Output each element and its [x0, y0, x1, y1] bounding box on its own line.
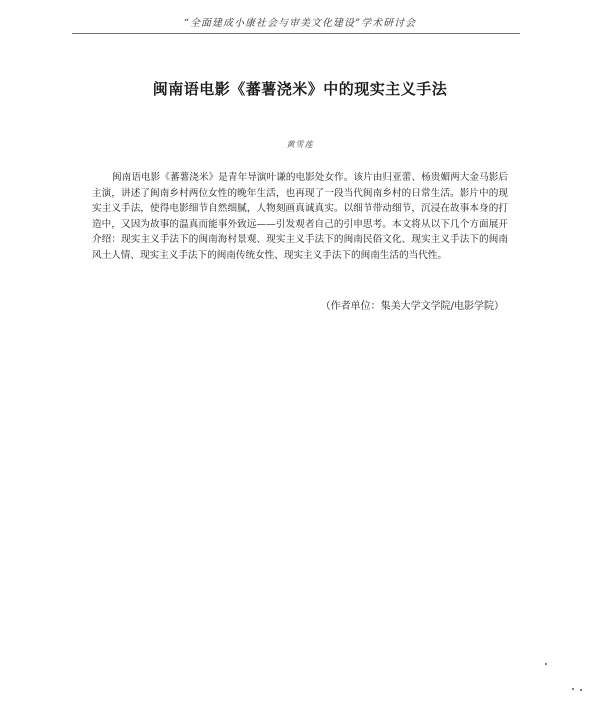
- running-header: “全面建成小康社会与审美文化建设”学术研讨会: [183, 18, 417, 29]
- scan-speck: [580, 689, 582, 691]
- author-affiliation: （作者单位：集美大学文学院/电影学院）: [320, 301, 504, 312]
- abstract-text: 闽南语电影《蕃薯浇米》是青年导演叶谦的电影处女作。该片由归亚蕾、杨贵媚两大金马影后主演，讲述了闽南乡村两位女性的晚年生活，也再现了一段当代闽南乡村的日常生活。影片中的现实主义手法，使得电影细节自然细腻，人物刻画真诚真实。以细节带动细节，沉浸在故事本身的打造中，又因为故事的温真而能事外致远——引发观者自己的引申思考。本文将从以下几个方面展开介绍：现实主义手法下的闽南海村景观、现实主义手法下的闽南民俗文化、现实主义手法下的闽南风土人情、现实主义手法下的闽南传统女性、现实主义手法下的闽南生活的当代性。: [92, 172, 508, 261]
- article-title: 闽南语电影《蕃薯浇米》中的现实主义手法: [152, 80, 448, 98]
- header-rule: [72, 33, 520, 34]
- scan-speck: [545, 663, 547, 665]
- author-name: 黄雪莲: [286, 140, 314, 149]
- scan-speck: [572, 688, 574, 690]
